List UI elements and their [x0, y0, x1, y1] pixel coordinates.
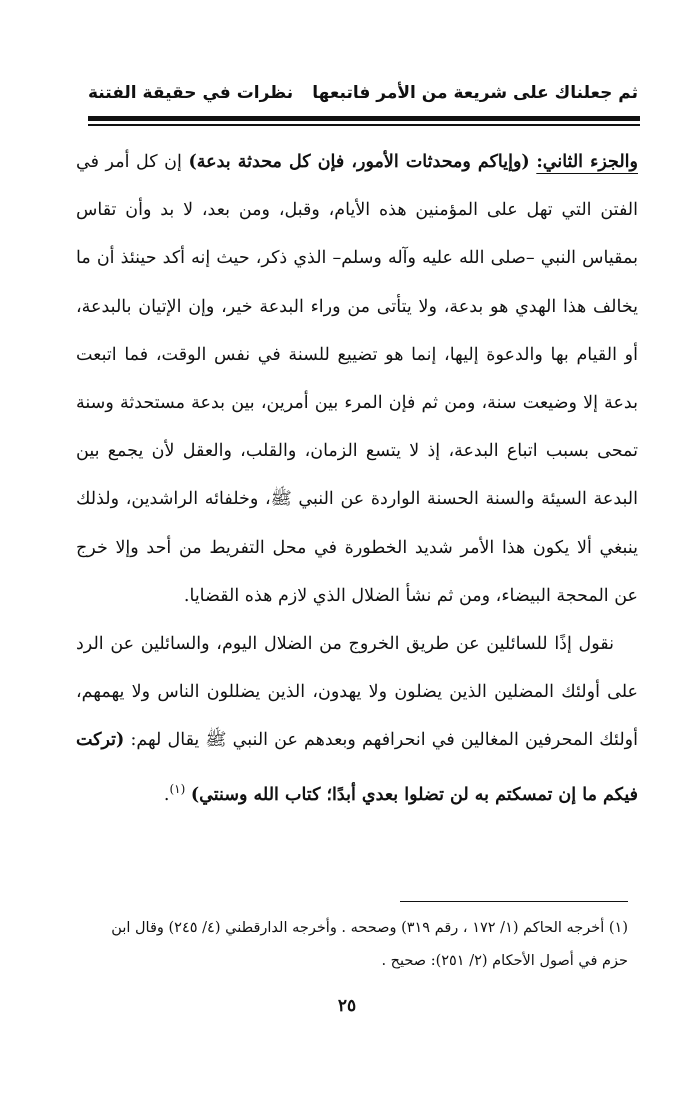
footnote-reference: (١) [169, 781, 186, 796]
paragraph-1-text: إن كل أمر في الفتن التي تهل على المؤمنين هذه الأيام، وقبل، ومن بعد، لا بد وأن تقاس بمقياس النبي –صلى الله عليه وآله وسلم– الذي ذكر، حيث إنه أكد حينئذ أن ما يخالف هذا الهدي هو بدعة، ولا يتأتى من وراء البدعة خير، وإن الإتيان بالبدعة، أو القيام بها والدعوة إليها، إنما هو تضييع للسنة في نفس الوقت، فما اتبعت بدعة إلا وضيعت سنة، ومن ثم فإن المرء بين أمرين، بين بدعة مستحدثة وسنة تمحى بسبب اتباع البدعة، إذ لا يتسع الزمان، والقلب، والعقل لأن يجمع بين البدعة السيئة والسنة الحسنة الواردة عن النبي ﷺ، وخلفائه الراشدين، ولذلك ينبغي ألا يكون هذا الأمر شديد الخطورة في محل التفريط من أحد وإلا خرج عن المحجة البيضاء، ومن ثم نشأ الضلال الذي لازم هذه القضايا. [76, 152, 638, 606]
paragraph-2-end: . [163, 784, 170, 805]
book-title: نظرات في حقيقة الفتنة [88, 83, 294, 103]
hadith-quote-1: (وإياكم ومحدثات الأمور، فإن كل محدثة بدعة) [188, 152, 530, 172]
paragraph-1 [76, 138, 638, 620]
header-rule-thick [88, 116, 640, 121]
footnote-line-1: (١) أخرجه الحاكم (١/ ١٧٢ ، رقم ٣١٩) وصححه . وأخرجه الدارقطني (٤/ ٢٤٥) وقال ابن [111, 920, 628, 936]
header-rule-thin [88, 124, 640, 126]
running-header [88, 76, 638, 110]
footnote-separator [400, 901, 628, 902]
paragraph-2 [76, 620, 638, 819]
main-text [76, 138, 638, 819]
hadith-quote-2: (تركت فيكم ما إن تمسكتم به لن تضلوا بعدي أبدًا؛ كتاب الله وسنتي) [76, 730, 638, 805]
paragraph-2-text: نقول إذًا للسائلين عن طريق الخروج من الضلال اليوم، والسائلين عن الرد على أولئك المضلين الذين يضلون ولا يهدون، الذين يضللون الناس ولا يهمهم، أولئك المحرفين المغالين في انحرافهم وبعدهم عن النبي ﷺ يقال لهم: [76, 634, 638, 751]
section-lead: والجزء الثاني: [536, 152, 638, 172]
page-number: ٢٥ [337, 996, 357, 1016]
chapter-title: ثم جعلناك على شريعة من الأمر فاتبعها [312, 83, 638, 103]
footnote-line-2: حزم في أصول الأحكام (٢/ ٢٥١): صحيح . [381, 953, 628, 969]
footnotes [76, 912, 628, 978]
